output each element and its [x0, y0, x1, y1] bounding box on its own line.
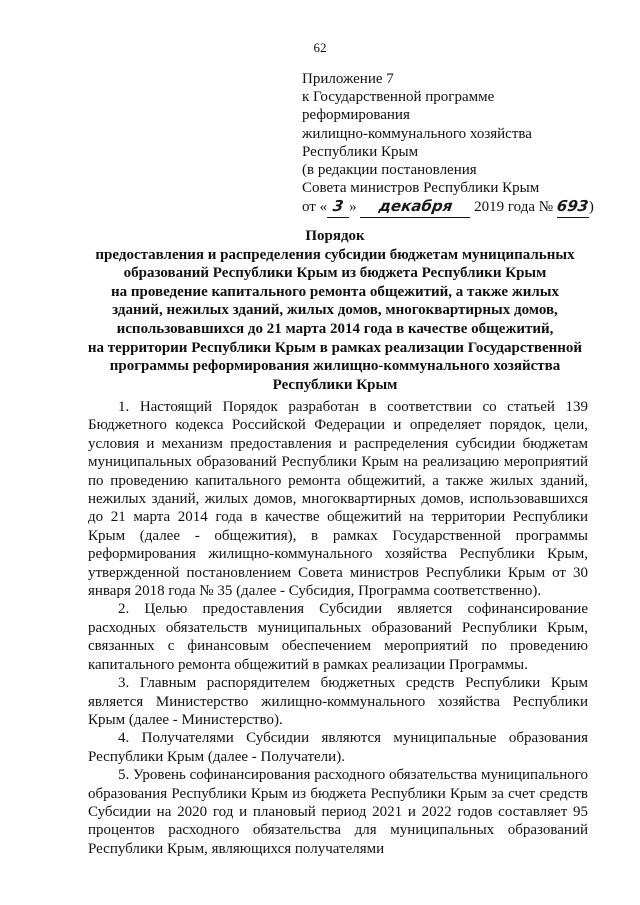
- annex-line: (в редакции постановления: [302, 162, 477, 179]
- title-line: программы реформирования жилищно-коммунального хозяйства: [109, 358, 561, 375]
- annex-date-line: [302, 197, 602, 217]
- document-body: [88, 398, 588, 858]
- annex-line: к Государственной программе: [302, 89, 495, 106]
- paragraph: 5. Уровень софинансирования расходного обязательства муниципального образования Республики Крым из бюджета Республики Крым за счет средств Субсидии на 2020 год и плановый период 2021 и 2022 годов составляет 95 процентов расходного обязательства для муниципальных образований Республики Крым, являющихся получателями: [88, 767, 588, 857]
- date-number: 693: [555, 197, 590, 216]
- date-year-text: 2019 года №: [474, 199, 554, 216]
- annex-header: [302, 70, 602, 218]
- paragraph: 2. Целью предоставления Субсидии является софинансирование расходных обязательств муниципальных образований Республики Крым, связанных с финансовым обеспечением мероприятий по проведению капитального ремонта общежитий в рамках реализации Программы.: [88, 601, 588, 673]
- annex-line: Приложение 7: [302, 71, 394, 87]
- annex-line: жилищно-коммунального хозяйства: [302, 125, 532, 142]
- title-heading: Порядок: [305, 228, 365, 244]
- date-close: ): [588, 199, 594, 216]
- title-line: предоставления и распределения субсидии бюджетам муниципальных: [95, 246, 575, 263]
- annex-line: реформирования: [302, 107, 410, 124]
- date-month: декабря: [377, 197, 454, 216]
- title-line: зданий, нежилых зданий, жилых домов, многоквартирных домов,: [112, 302, 558, 319]
- date-day: 3: [331, 197, 345, 216]
- title-line: Республики Крым: [272, 376, 398, 393]
- date-quote-close: »: [349, 199, 357, 216]
- annex-line: Республики Крым: [302, 143, 419, 160]
- title-line: использовавшихся до 21 марта 2014 года в качестве общежитий,: [116, 320, 554, 337]
- document-title: [70, 227, 600, 394]
- paragraph: 3. Главным распорядителем бюджетных средств Республики Крым является Министерство жилищно-коммунального хозяйства Республики Крым (далее - Министерство).: [88, 675, 588, 728]
- title-line: на территории Республики Крым в рамках реализации Государственной: [87, 339, 583, 356]
- title-line: на проведение капитального ремонта общежитий, а также жилых: [110, 283, 559, 300]
- date-prefix: от «: [302, 199, 328, 216]
- annex-line: Совета министров Республики Крым: [302, 180, 540, 197]
- title-line: образований Республики Крым из бюджета Республики Крым: [123, 265, 547, 282]
- page-number: 62: [313, 40, 327, 55]
- paragraph: 4. Получателями Субсидии являются муниципальные образования Республики Крым (далее - Получатели).: [88, 730, 588, 765]
- paragraph: 1. Настоящий Порядок разработан в соответствии со статьей 139 Бюджетного кодекса Российской Федерации и определяет порядок, цели, условия и механизм предоставления и распределения субсидии бюджетам муниципальных образований Республики Крым на реализацию мероприятий по проведению капитального ремонта общежитий, а также жилых зданий, нежилых зданий, жилых домов, многоквартирных домов, использовавшихся до 21 марта 2014 года в качестве общежитий на территории Республики Крым (далее - общежития), в рамках Государственной программы реформирования жилищно-коммунального хозяйства Республики Крым, утвержденной постановлением Совета министров Республики Крым от 30 января 2018 года № 35 (далее - Субсидия, Программа соответственно).: [88, 399, 588, 600]
